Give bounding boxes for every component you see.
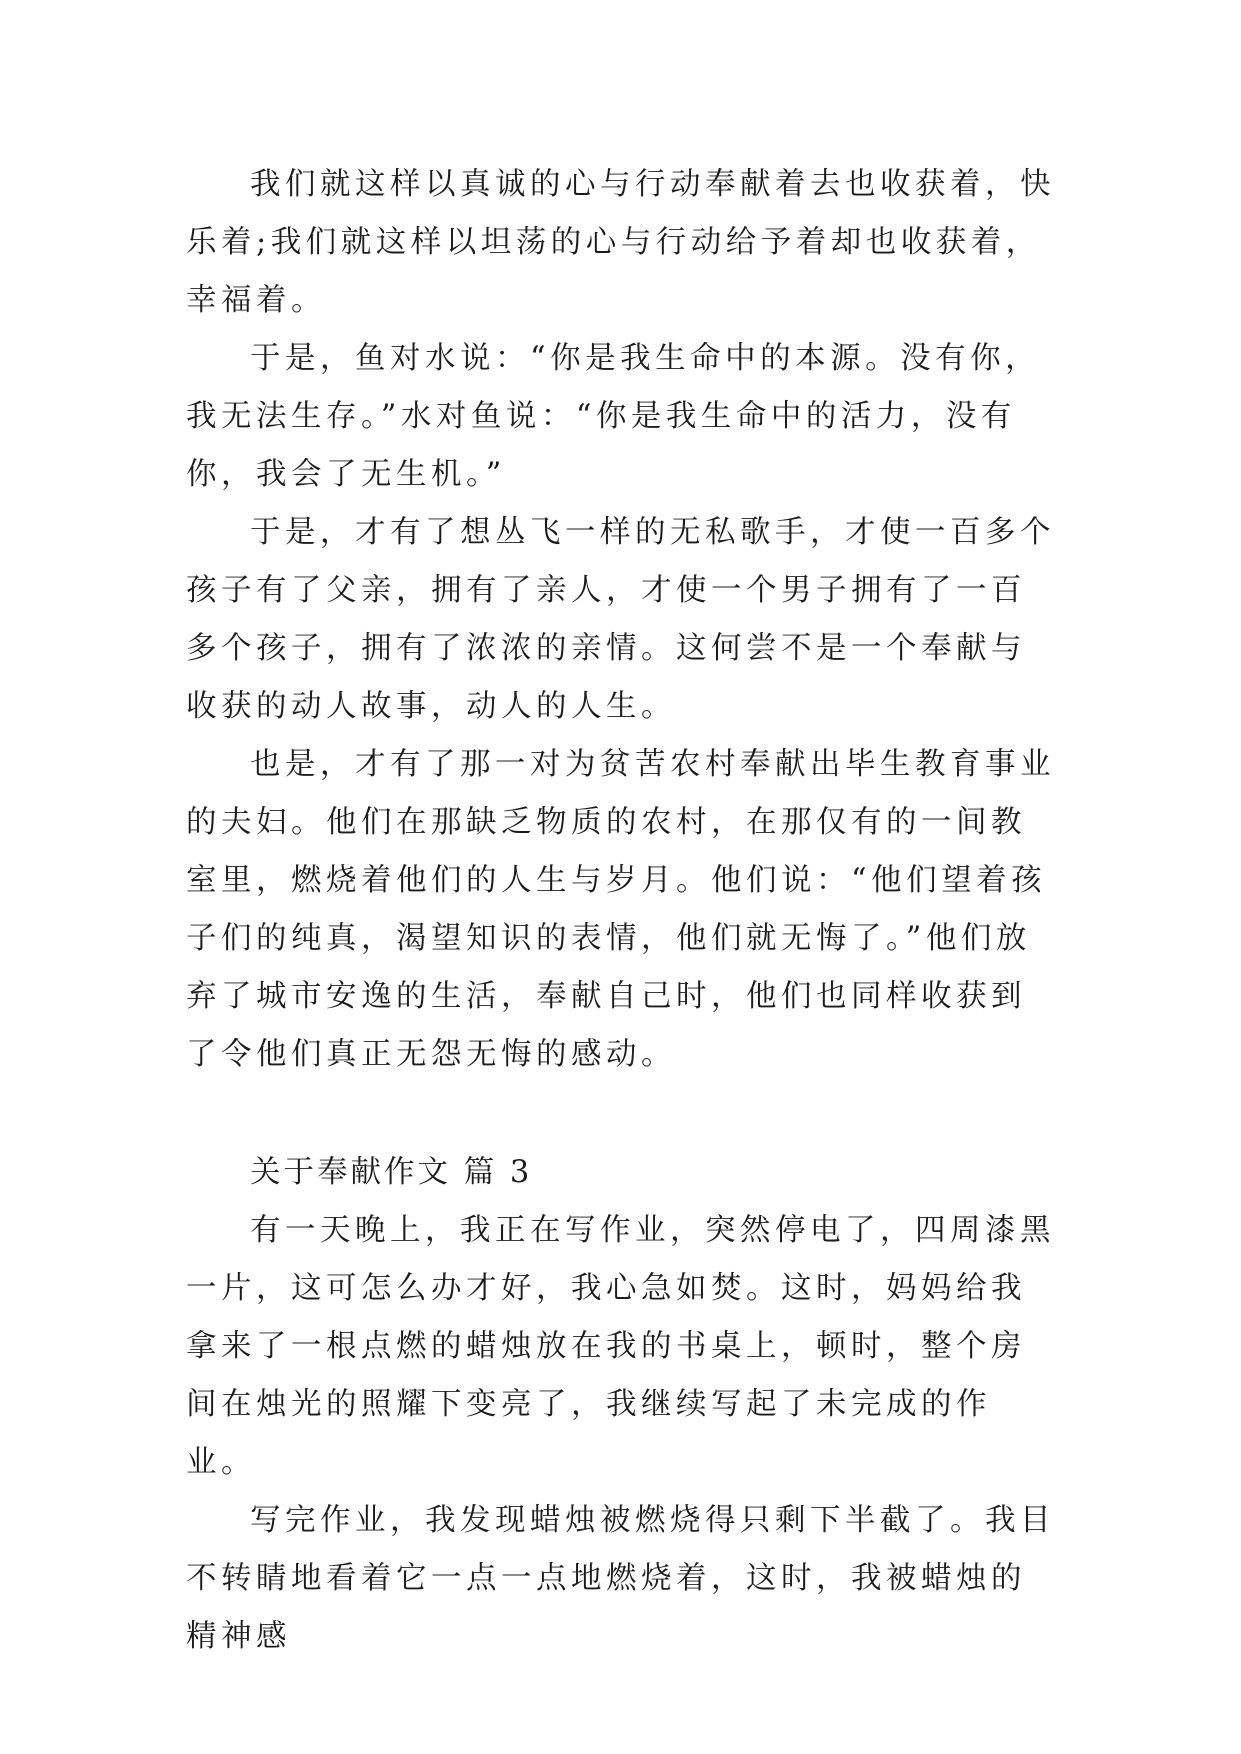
paragraph: 于是，才有了想丛飞一样的无私歌手，才使一百多个孩子有了父亲，拥有了亲人，才使一个男子拥有了一百多个孩子，拥有了浓浓的亲情。这何尝不是一个奉献与收获的动人故事，动人的人生。	[186, 515, 1055, 724]
paragraph: 于是，鱼对水说：“你是我生命中的本源。没有你，我无法生存。”水对鱼说：“你是我生命中的活力，没有你，我会了无生机。”	[186, 341, 1041, 492]
document-body	[186, 156, 1056, 1666]
paragraph: 写完作业，我发现蜡烛被燃烧得只剩下半截了。我目不转睛地看着它一点一点地燃烧着，这时，我被蜡烛的精神感	[186, 1503, 1055, 1654]
section-title: 关于奉献作文 篇 3	[250, 1155, 533, 1190]
paragraph: 我们就这样以真诚的心与行动奉献着去也收获着，快乐着;我们就这样以坦荡的心与行动给予着却也收获着，幸福着。	[186, 167, 1055, 318]
paragraph: 也是，才有了那一对为贫苦农村奉献出毕生教育事业的夫妇。他们在那缺乏物质的农村，在那仅有的一间教室里，燃烧着他们的人生与岁月。他们说：“他们望着孩子们的纯真，渴望知识的表情，他们就无悔了。”他们放弃了城市安逸的生活，奉献自己时，他们也同样收获到了令他们真正无怨无悔的感动。	[186, 747, 1055, 1072]
paragraph: 有一天晚上，我正在写作业，突然停电了，四周漆黑一片，这可怎么办才好，我心急如焚。这时，妈妈给我拿来了一根点燃的蜡烛放在我的书桌上，顿时，整个房间在烛光的照耀下变亮了，我继续写起了未完成的作业。	[186, 1213, 1055, 1480]
